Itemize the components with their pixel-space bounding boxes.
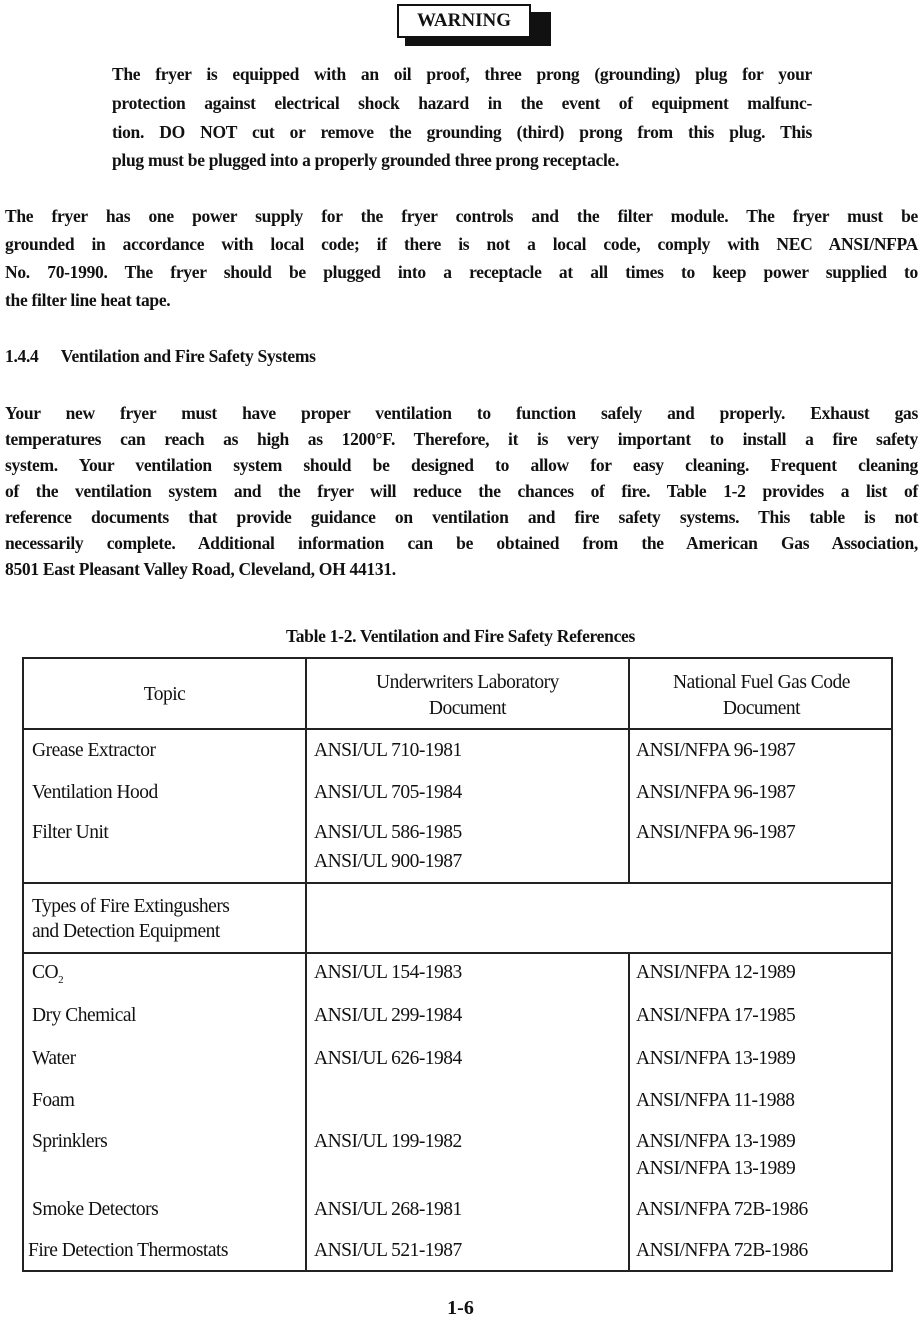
cell-ul: ANSI/UL 626-1984 xyxy=(314,1048,462,1069)
ventilation-paragraph-line: of the ventilation system and the fryer will reduce the chances of fire. Table 1-2 provides a list of xyxy=(5,481,918,501)
ventilation-paragraph-line: reference documents that provide guidance on ventilation and fire safety systems. This table is not xyxy=(5,507,918,527)
cell-ul: ANSI/UL 299-1984 xyxy=(314,1005,462,1026)
table-divider xyxy=(24,882,891,884)
header-topic: Topic xyxy=(143,684,186,705)
cell-ul: ANSI/UL 900-1987 xyxy=(314,851,462,872)
group-title: and Detection Equipment xyxy=(32,921,220,942)
cell-topic: Fire Detection Thermostats xyxy=(28,1240,229,1261)
cell-topic: Water xyxy=(32,1048,76,1069)
cell-topic: Ventilation Hood xyxy=(32,782,158,803)
cell-nfpa: ANSI/NFPA 17-1985 xyxy=(636,1005,796,1026)
cell-topic: Filter Unit xyxy=(32,822,109,843)
ventilation-paragraph-line: Your new fryer must have proper ventilation to function safely and properly. Exhaust gas xyxy=(5,403,918,423)
cell-nfpa: ANSI/NFPA 13-1989 xyxy=(636,1158,796,1179)
cell-nfpa: ANSI/NFPA 96-1987 xyxy=(636,822,796,843)
ventilation-paragraph-line: system. Your ventilation system should be designed to allow for easy cleaning. Frequent cleaning xyxy=(5,455,918,475)
power-paragraph-line: No. 70-1990. The fryer should be plugged into a receptacle at all times to keep power supplied to xyxy=(5,262,918,282)
page-number: 1-6 xyxy=(447,1297,474,1319)
cell-topic xyxy=(32,961,63,992)
header-nfpa: Document xyxy=(722,698,801,719)
cell-nfpa: ANSI/NFPA 13-1989 xyxy=(636,1048,796,1069)
section-heading xyxy=(5,346,316,367)
cell-nfpa: ANSI/NFPA 72B-1986 xyxy=(636,1199,808,1220)
cell-topic: Smoke Detectors xyxy=(32,1199,159,1220)
table-divider xyxy=(24,952,891,954)
cell-topic: Foam xyxy=(32,1090,75,1111)
warning-text-line: protection against electrical shock hazard in the event of equipment malfunc- xyxy=(112,93,812,113)
warning-text-line: tion. DO NOT cut or remove the grounding (third) prong from this plug. This xyxy=(112,122,812,142)
section-number: 1.4.4 xyxy=(5,346,39,366)
cell-ul: ANSI/UL 268-1981 xyxy=(314,1199,462,1220)
co2-text: CO xyxy=(32,962,59,983)
cell-topic: Grease Extractor xyxy=(32,740,156,761)
cell-nfpa: ANSI/NFPA 12-1989 xyxy=(636,962,796,983)
power-paragraph-line: grounded in accordance with local code; if there is not a local code, comply with NEC ANSI/NFPA xyxy=(5,234,918,254)
cell-nfpa: ANSI/NFPA 96-1987 xyxy=(636,782,796,803)
group-title: Types of Fire Extingushers xyxy=(32,896,230,917)
column-divider xyxy=(628,952,630,1270)
ventilation-paragraph-line: 8501 East Pleasant Valley Road, Cleveland, OH 44131. xyxy=(5,559,396,579)
cell-nfpa: ANSI/NFPA 72B-1986 xyxy=(636,1240,808,1261)
ventilation-paragraph-line: necessarily complete. Additional information can be obtained from the American Gas Association, xyxy=(5,533,918,553)
cell-nfpa: ANSI/NFPA 11-1988 xyxy=(636,1090,795,1111)
cell-ul: ANSI/UL 705-1984 xyxy=(314,782,462,803)
cell-topic: Sprinklers xyxy=(32,1131,108,1152)
power-paragraph-line: The fryer has one power supply for the fryer controls and the filter module. The fryer must be xyxy=(5,206,918,226)
header-ul: Document xyxy=(428,698,507,719)
section-title: Ventilation and Fire Safety Systems xyxy=(60,346,316,366)
ventilation-paragraph-line: temperatures can reach as high as 1200°F. Therefore, it is very important to install a fire safety xyxy=(5,429,918,449)
column-divider xyxy=(305,659,307,1270)
co2-subscript: 2 xyxy=(58,973,64,986)
header-nfpa: National Fuel Gas Code xyxy=(673,672,850,693)
cell-ul: ANSI/UL 199-1982 xyxy=(314,1131,462,1152)
warning-text-line: The fryer is equipped with an oil proof, three prong (grounding) plug for your xyxy=(112,64,812,84)
cell-ul: ANSI/UL 521-1987 xyxy=(314,1240,462,1261)
cell-ul: ANSI/UL 710-1981 xyxy=(314,740,462,761)
table-caption: Table 1-2. Ventilation and Fire Safety References xyxy=(285,626,636,646)
header-ul: Underwriters Laboratory xyxy=(376,672,559,693)
cell-nfpa: ANSI/NFPA 13-1989 xyxy=(636,1131,796,1152)
cell-ul: ANSI/UL 586-1985 xyxy=(314,822,462,843)
warning-label: WARNING xyxy=(397,4,531,38)
cell-nfpa: ANSI/NFPA 96-1987 xyxy=(636,740,796,761)
table-divider xyxy=(24,728,891,730)
warning-text-line: plug must be plugged into a properly grounded three prong receptacle. xyxy=(112,150,620,170)
power-paragraph-line: the filter line heat tape. xyxy=(5,290,171,310)
cell-ul: ANSI/UL 154-1983 xyxy=(314,962,462,983)
cell-topic: Dry Chemical xyxy=(32,1005,136,1026)
references-table xyxy=(22,657,893,1272)
